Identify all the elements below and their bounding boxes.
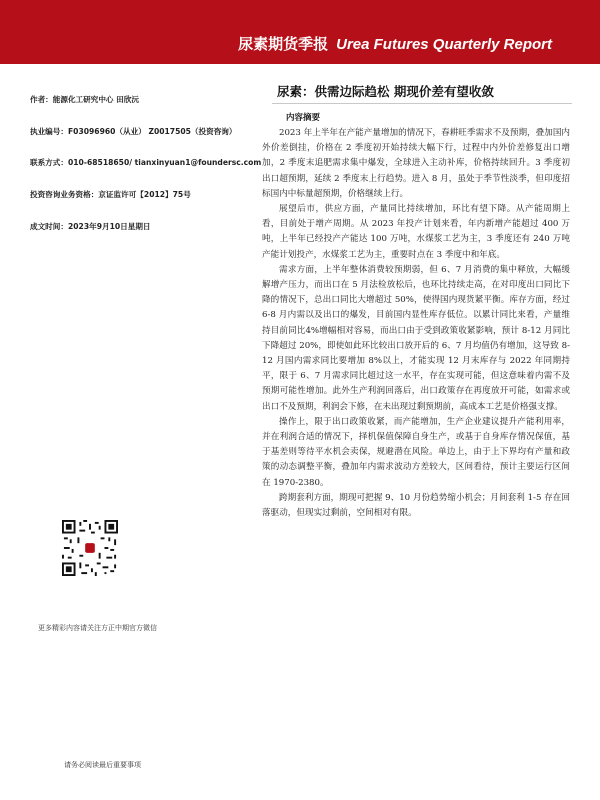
- paragraph-demand: 需求方面，上半年整体消费较预期弱，但 6、7 月消费的集中释放，大幅缓解增产压力，而出口在 5 月法检放松后，也环比持续走高，在对印度出口同比下降的情况下，总出口同比大增超过 50%，使得国内现货紧平衡。库存方面，经过 6-8 月内需以及出口的爆发，目前国内显性库存低位。以累计同比来看，产量维持目前同比4%增幅相对容易，而出口由于受到政策收紧影响，预计 8-12 月同比下降超过 20%，即使如此环比较出口放开后的 6、7 月均值仍有增加，这导致 8-12 月国内需求同比要增加 8%以上，才能实现 12 月末库存与 2022 年同期持平，限于 6、7 月需求同比超过这一水平，存在实现可能，但这意味着内需不及预期可能性增加。此外生产利润回落后，出口政策存在再度放开可能，如需求或出口不及预期，利润会下修，在未出现过剩预期前，高成本工艺是价格强支撑。: [262, 264, 570, 412]
- license-line: 执业编号：F03096960（从业） Z0017505（投资咨询）: [30, 127, 237, 136]
- author-line: 作者：能源化工研究中心 田欣沅: [30, 95, 139, 104]
- wechat-qr-code: [62, 520, 118, 576]
- report-title-en: Urea Futures Quarterly Report: [336, 36, 552, 53]
- report-title-cn: 尿素期货季报: [238, 35, 329, 53]
- contact-line: 联系方式：010-68518650/ tianxinyuan1@foundersc.com: [30, 158, 262, 167]
- title-divider: [272, 103, 572, 104]
- article-title: 尿素：供需边际趋松 期现价差有望收敛: [277, 84, 494, 99]
- disclaimer-note: 请务必阅读最后重要事项: [64, 761, 141, 769]
- paragraph-arbitrage: 跨期套利方面，期现可把握 9、10 月份趋势缩小机会；月间套利 1-5 存在回落驱动，但现实过剩前，空间相对有限。: [262, 492, 570, 519]
- paragraph-operation: 操作上，限于出口政策收紧，而产能增加，生产企业建议提升产能利用率，并在利润合适的情况下，择机保值保障自身生产，或基于自身库存情况保值，基于基差则等待平水机会卖保，规避潜在风险。单边上，由于上下界均有产量和政策的动态调整平衡，叠加年内需求波动方差较大，区间看待，预计主要运行区间在 1970-2380。: [262, 416, 570, 488]
- date-line: 成文时间：2023年9月10日星期日: [30, 222, 151, 231]
- report-header-bar: [0, 0, 600, 64]
- paragraph-overview: 2023 年上半年在产能产量增加的情况下，春耕旺季需求不及预期，叠加国内外价差倒挂，价格在 2 季度初开始持续大幅下行，过程中内外价差修复出口增加，2 季度末追肥需求集中爆发，全球进入主动补库，价格持续回升。3 季度初出口超预期，延续 2 季度末上行趋势。进入 8 月，虽处于季节性淡季，但印度招标国内中标量超预期，价格继续上行。: [262, 128, 571, 199]
- qr-caption: 更多精彩内容请关注方正中期官方微信: [38, 624, 157, 632]
- paragraph-supply: 展望后市，供应方面，产量同比持续增加，环比有望下降。从产能周期上看，目前处于增产周期。从 2023 年投产计划来看，年内新增产能超过 400 万吨，上半年已经投产产能达 100 万吨，水煤浆工艺为主，3 季度还有 240 万吨产能计划投产，水煤浆工艺为主，重要时点在 3 季度中和年底。: [262, 204, 570, 260]
- qualification-line: 投资咨询业务资格：京证监许可【2012】75号: [30, 190, 191, 199]
- report-title: [238, 33, 552, 54]
- section-heading: 内容摘要: [286, 113, 321, 123]
- article-body: [262, 126, 570, 521]
